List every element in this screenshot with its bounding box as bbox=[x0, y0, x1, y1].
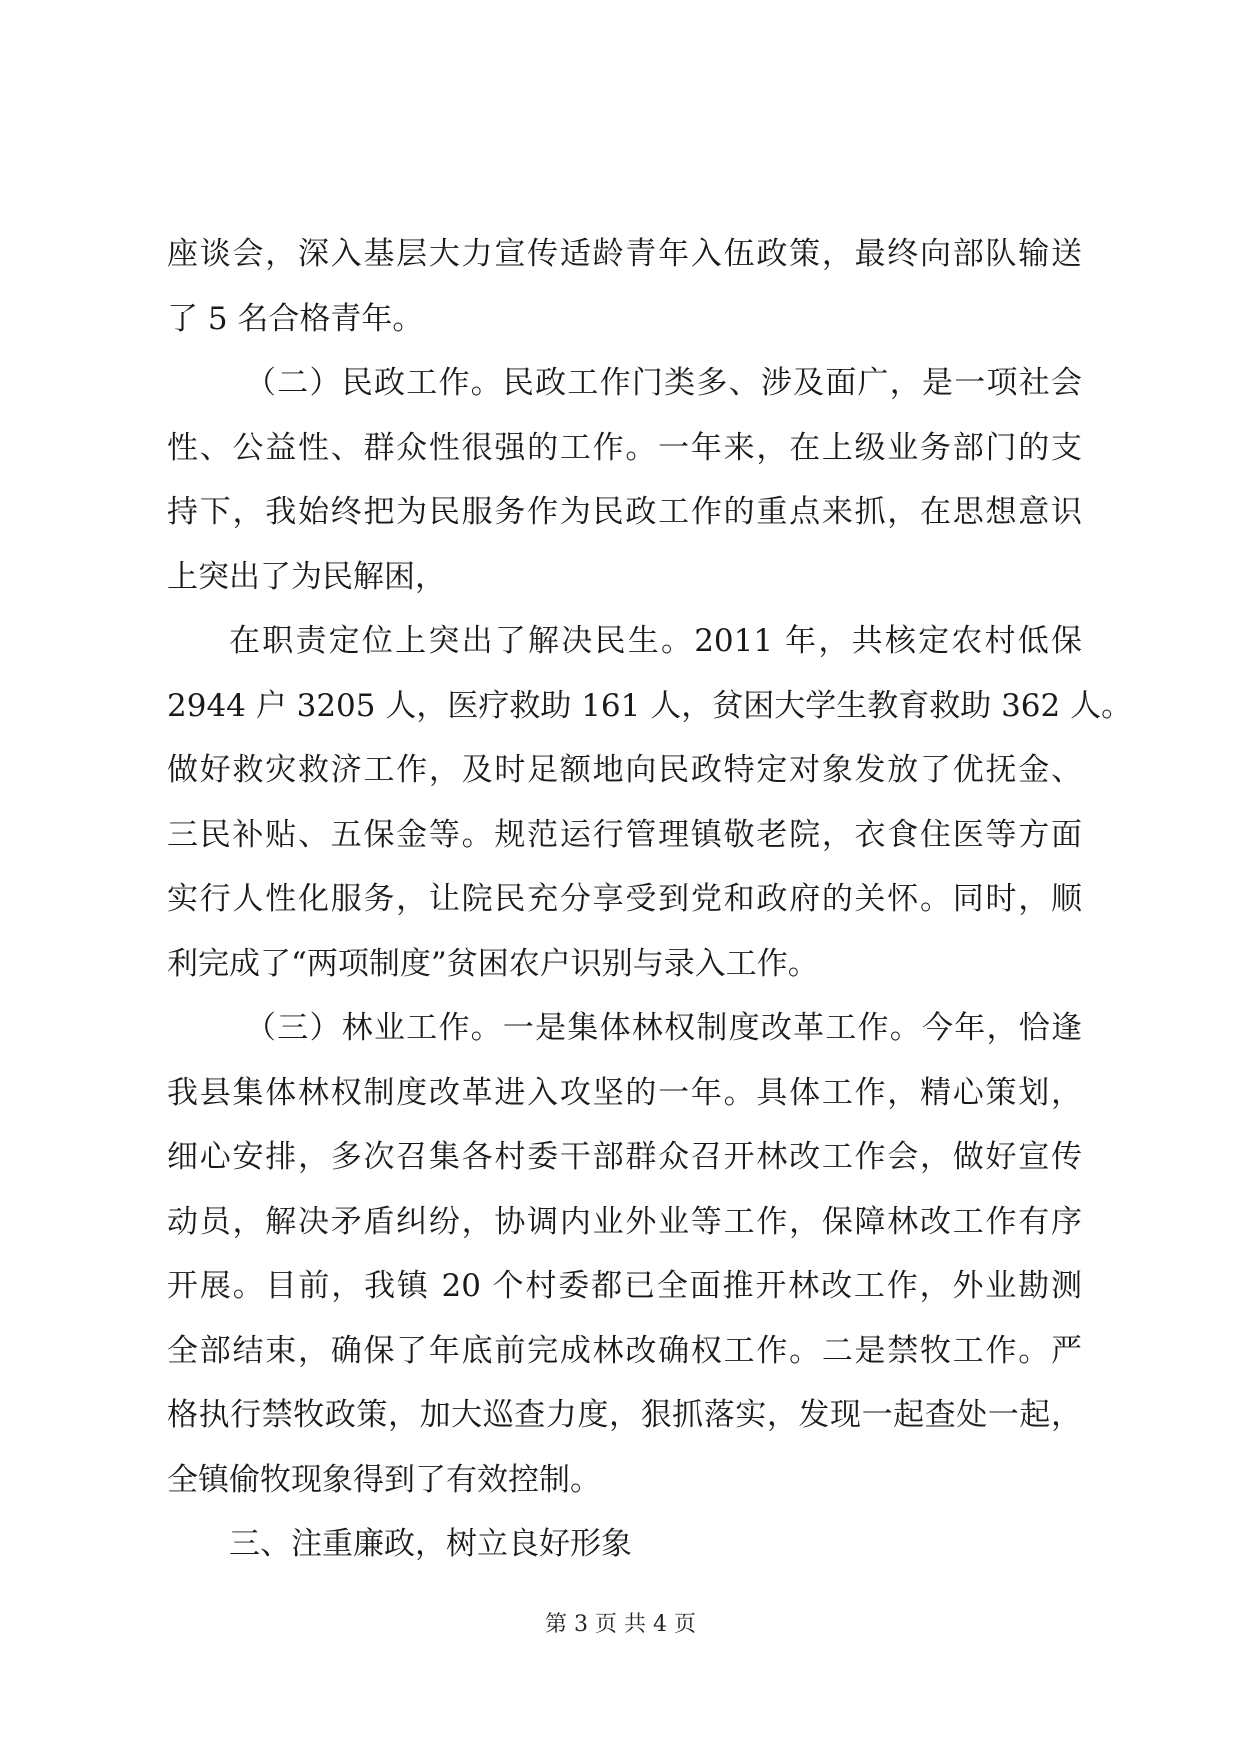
text-line: 三民补贴、五保金等。规范运行管理镇敬老院，衣食住医等方面 bbox=[167, 816, 1082, 853]
section-heading: 三、注重廉政，树立良好形象 bbox=[229, 1526, 632, 1562]
section-heading-line: （二）民政工作。民政工作门类多、涉及面广，是一项社会 bbox=[245, 365, 1082, 401]
text-line: 格执行禁牧政策，加大巡查力度，狠抓落实，发现一起查处一起， bbox=[167, 1397, 1082, 1433]
text-line: 做好救灾救济工作，及时足额地向民政特定对象发放了优抚金、 bbox=[167, 752, 1082, 788]
text-line: 了 5 名合格青年。 bbox=[167, 300, 424, 337]
text-line: 利完成了“两项制度”贫困农户识别与录入工作。 bbox=[167, 945, 819, 982]
text-line: 性、公益性、群众性很强的工作。一年来，在上级业务部门的支 bbox=[167, 429, 1082, 466]
text-line: 2944 户 3205 人，医疗救助 161 人，贫困大学生教育救助 362 人。 bbox=[167, 687, 1133, 724]
text-line: 我县集体林权制度改革进入攻坚的一年。具体工作，精心策划， bbox=[167, 1074, 1082, 1111]
text-line: 全部结束，确保了年底前完成林改确权工作。二是禁牧工作。严 bbox=[167, 1332, 1082, 1369]
text-line: 动员，解决矛盾纠纷，协调内业外业等工作，保障林改工作有序 bbox=[167, 1203, 1082, 1240]
section-heading-line: （三）林业工作。一是集体林权制度改革工作。今年，恰逢 bbox=[245, 1010, 1082, 1046]
page-number-footer: 第 3 页 共 4 页 bbox=[545, 1612, 696, 1637]
paragraph-start-line: 在职责定位上突出了解决民生。2011 年，共核定农村低保 bbox=[229, 623, 1082, 659]
text-line: 座谈会，深入基层大力宣传适龄青年入伍政策，最终向部队输送 bbox=[167, 236, 1082, 272]
text-line: 开展。目前，我镇 20 个村委都已全面推开林改工作，外业勘测 bbox=[167, 1268, 1082, 1304]
text-line: 全镇偷牧现象得到了有效控制。 bbox=[167, 1461, 601, 1498]
document-body bbox=[167, 222, 1133, 1577]
text-line: 上突出了为民解困， bbox=[167, 558, 446, 595]
text-line: 细心安排，多次召集各村委干部群众召开林改工作会，做好宣传 bbox=[167, 1139, 1082, 1175]
text-line: 持下，我始终把为民服务作为民政工作的重点来抓，在思想意识 bbox=[167, 494, 1082, 530]
text-line: 实行人性化服务，让院民充分享受到党和政府的关怀。同时，顺 bbox=[167, 881, 1082, 917]
